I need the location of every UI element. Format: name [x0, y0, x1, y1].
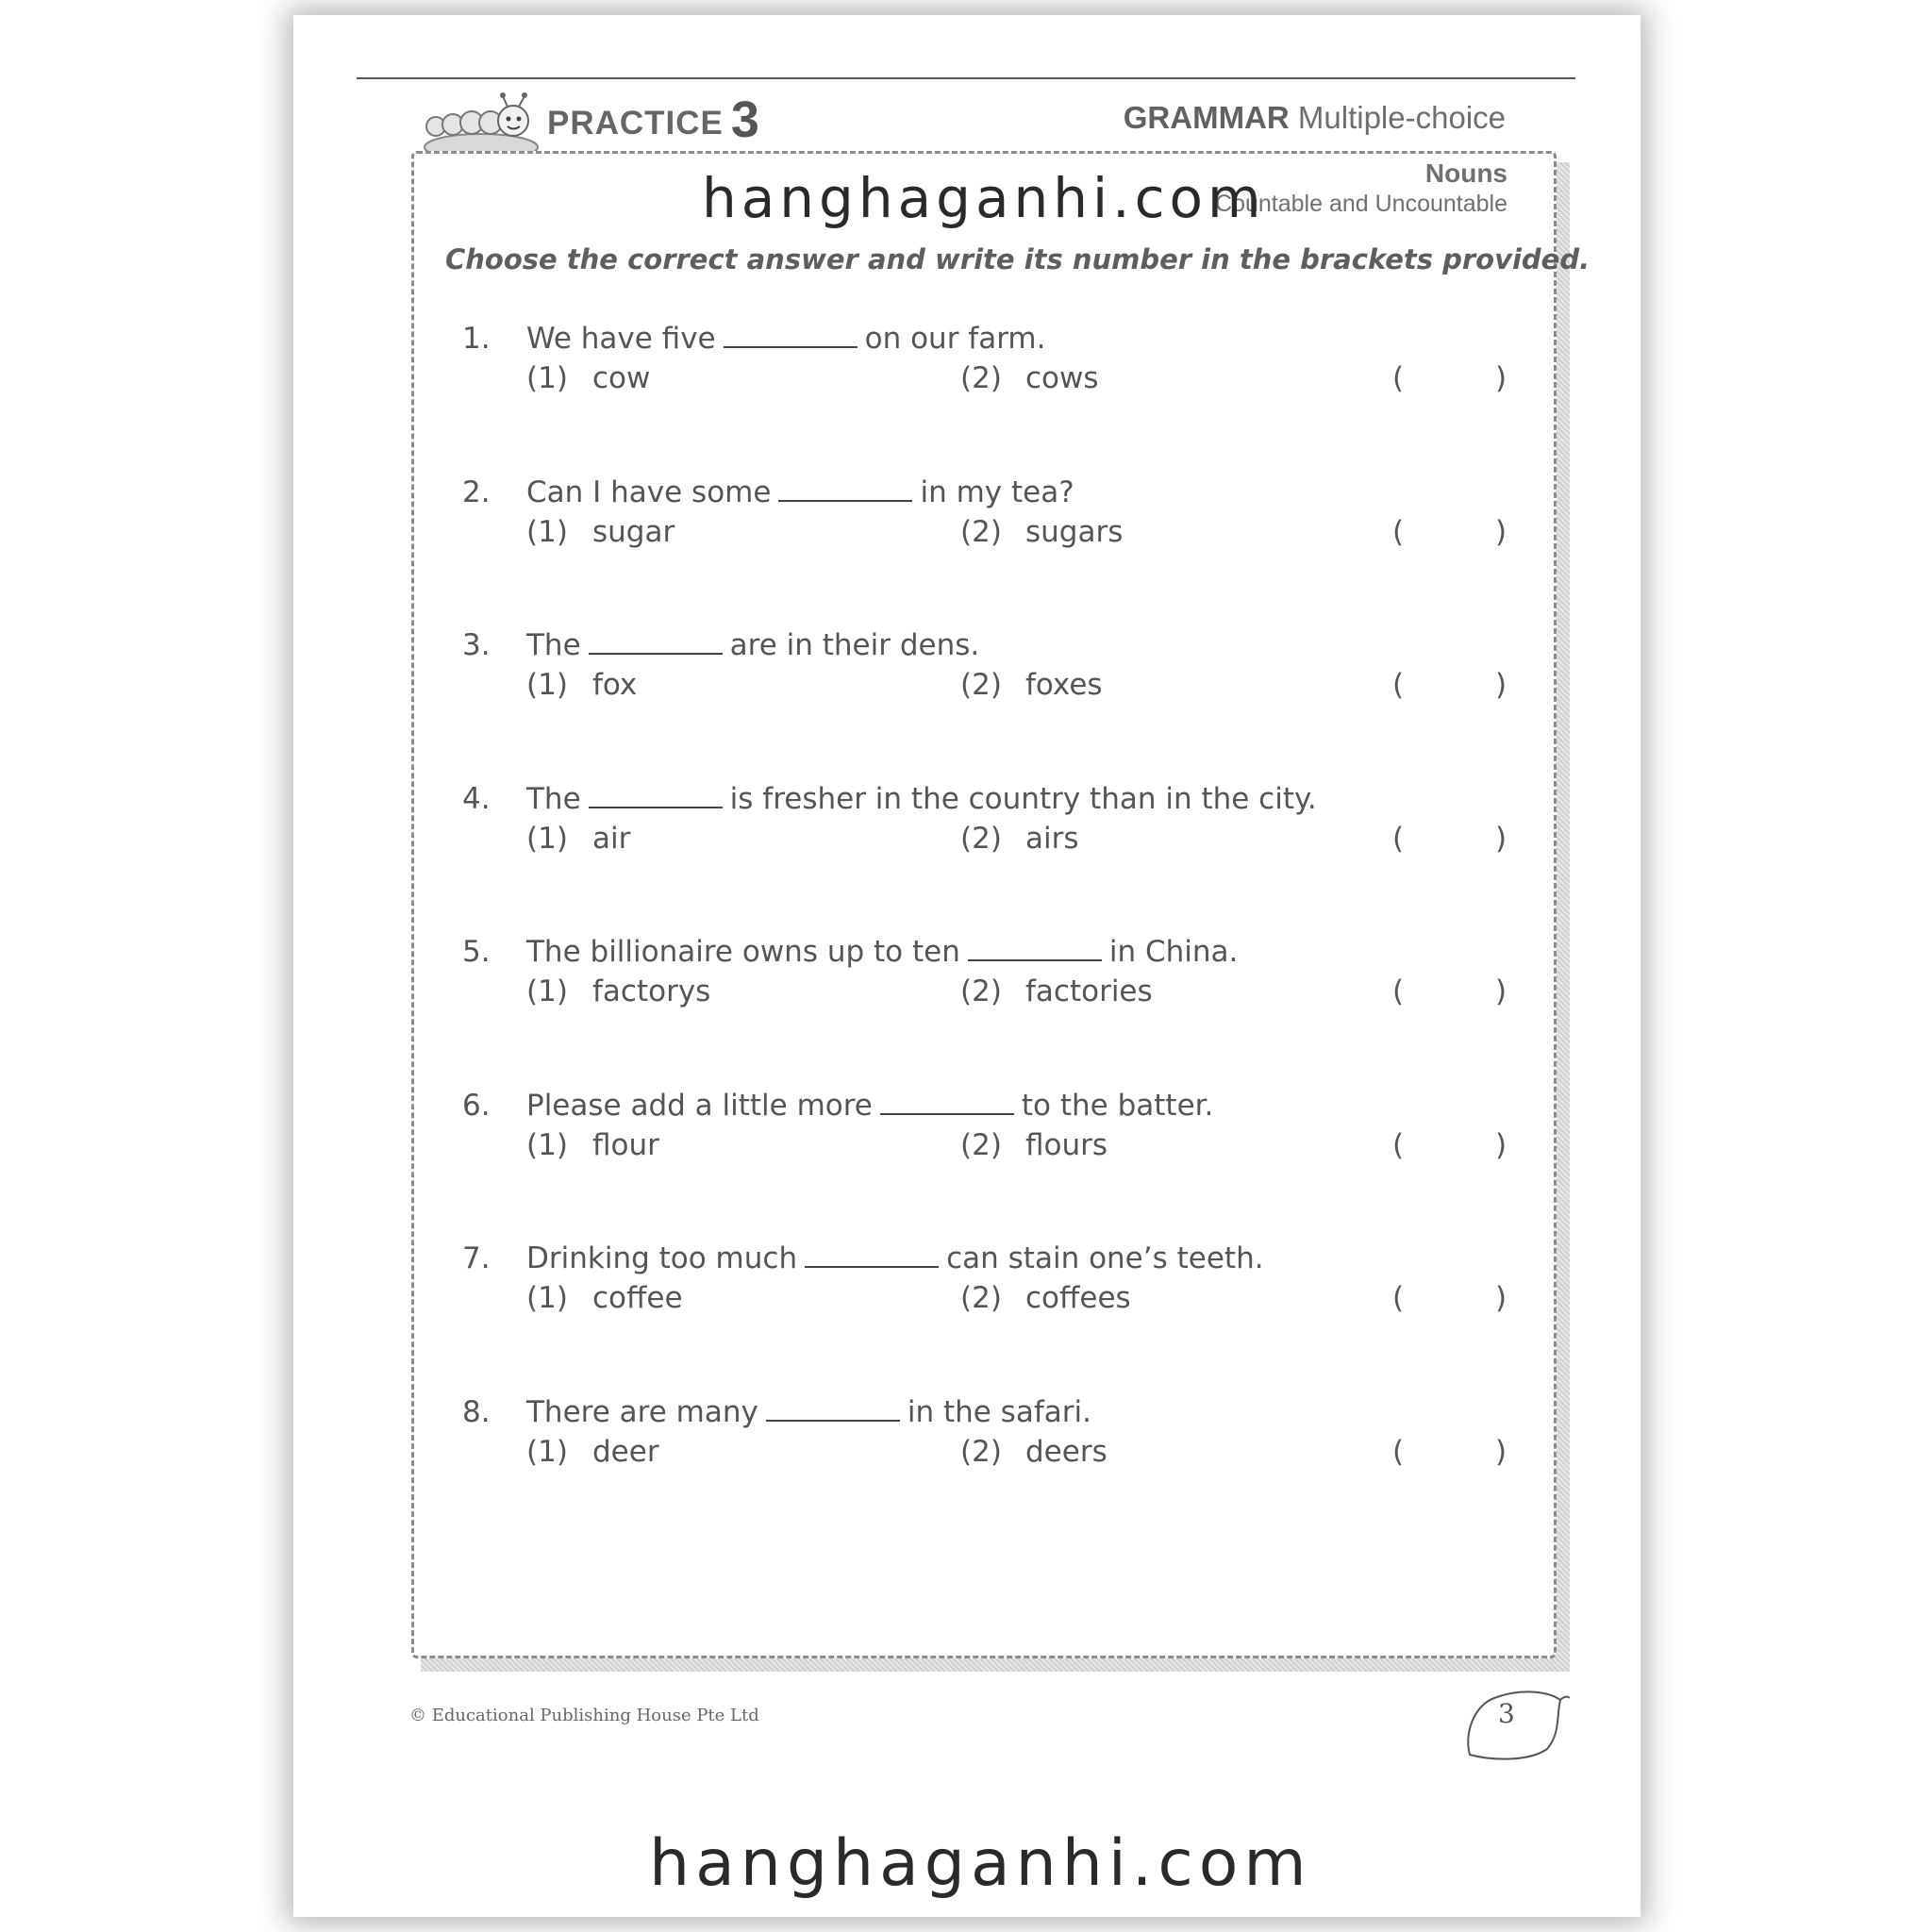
question-text-after: to the batter.	[1021, 1088, 1214, 1123]
answer-bracket-open[interactable]: (	[1392, 1281, 1405, 1315]
question-number: 7.	[462, 1241, 491, 1275]
option-2-text: coffees	[1025, 1281, 1131, 1315]
question-text-after: in my tea?	[920, 475, 1074, 509]
question-number: 2.	[462, 475, 491, 509]
question-text-after: can stain one’s teeth.	[946, 1241, 1264, 1275]
question-text-after: in the safari.	[907, 1394, 1091, 1429]
copyright-text: © Educational Publishing House Pte Ltd	[409, 1706, 759, 1725]
top-rule	[357, 77, 1575, 79]
watermark-bottom: hanghaganhi.com	[649, 1826, 1312, 1901]
option-1-text: cow	[592, 361, 651, 395]
topic-subtitle: Countable and Uncountable	[1215, 191, 1507, 217]
question-number: 6.	[462, 1088, 491, 1123]
question-item	[0, 322, 1932, 435]
answer-bracket-close: )	[1495, 1434, 1507, 1469]
question-number: 8.	[462, 1394, 491, 1429]
option-2-number: (2)	[960, 1434, 1002, 1469]
option-1-text: sugar	[592, 514, 675, 549]
answer-blank	[589, 632, 723, 655]
page-number: 3	[1498, 1698, 1515, 1729]
answer-blank	[805, 1245, 939, 1268]
option-2-text: sugars	[1025, 514, 1124, 549]
option-1-number: (1)	[526, 1434, 568, 1469]
option-1-number: (1)	[526, 821, 568, 856]
question-text	[526, 782, 1317, 816]
subject-rest: Multiple-choice	[1297, 100, 1506, 135]
answer-bracket-close: )	[1495, 668, 1507, 702]
question-text-before: The	[526, 628, 581, 662]
option-2-text: cows	[1025, 361, 1099, 395]
question-text-before: The	[526, 781, 581, 816]
question-number: 5.	[462, 935, 491, 969]
option-1-text: coffee	[592, 1281, 683, 1315]
subject-heading	[1124, 100, 1506, 136]
question-text	[526, 475, 1074, 509]
answer-blank	[724, 325, 858, 348]
question-text-before: The billionaire owns up to ten	[526, 935, 960, 969]
answer-bracket-open[interactable]: (	[1392, 514, 1405, 549]
question-text	[526, 1089, 1213, 1123]
option-1-text: air	[592, 821, 631, 856]
subject-bold: GRAMMAR	[1123, 100, 1290, 135]
practice-heading	[547, 91, 760, 149]
question-item	[0, 1395, 1932, 1508]
watermark-top: hanghaganhi.com	[702, 166, 1266, 230]
option-1-text: deer	[592, 1434, 659, 1469]
option-2-number: (2)	[960, 361, 1002, 395]
answer-bracket-close: )	[1495, 821, 1507, 856]
practice-label: PRACTICE	[547, 105, 724, 142]
question-text	[526, 628, 979, 662]
option-2-text: airs	[1025, 821, 1079, 856]
question-number: 1.	[462, 322, 491, 356]
question-item	[0, 782, 1932, 895]
option-2-text: flours	[1025, 1127, 1108, 1162]
answer-bracket-close: )	[1495, 514, 1507, 549]
answer-bracket-open[interactable]: (	[1392, 821, 1405, 856]
answer-bracket-open[interactable]: (	[1392, 668, 1405, 702]
question-text-after: in China.	[1108, 935, 1239, 969]
question-item	[0, 1241, 1932, 1355]
option-1-text: fox	[592, 668, 638, 702]
option-2-text: factories	[1025, 974, 1153, 1008]
option-2-number: (2)	[960, 668, 1002, 702]
answer-blank	[778, 479, 912, 502]
option-1-number: (1)	[526, 668, 568, 702]
option-2-number: (2)	[960, 1281, 1002, 1315]
question-number: 3.	[462, 628, 491, 662]
question-text	[526, 322, 1045, 356]
option-2-text: foxes	[1025, 668, 1103, 702]
question-text-before: There are many	[526, 1394, 758, 1429]
answer-blank	[968, 939, 1102, 961]
question-item	[0, 475, 1932, 589]
question-text-before: We have five	[526, 322, 716, 356]
question-text-before: Drinking too much	[526, 1241, 798, 1275]
answer-bracket-open[interactable]: (	[1392, 361, 1405, 395]
option-1-number: (1)	[526, 514, 568, 549]
option-2-number: (2)	[960, 821, 1002, 856]
question-item	[0, 1089, 1932, 1202]
question-item	[0, 935, 1932, 1048]
answer-bracket-open[interactable]: (	[1392, 974, 1405, 1008]
practice-number: 3	[730, 92, 760, 148]
option-1-text: flour	[592, 1127, 659, 1162]
option-2-text: deers	[1025, 1434, 1108, 1469]
answer-bracket-close: )	[1495, 1127, 1507, 1162]
answer-bracket-open[interactable]: (	[1392, 1434, 1405, 1469]
question-text-after: on our farm.	[864, 322, 1046, 356]
option-1-number: (1)	[526, 974, 568, 1008]
question-item	[0, 628, 1932, 741]
question-text-after: are in their dens.	[729, 628, 980, 662]
answer-bracket-close: )	[1495, 1281, 1507, 1315]
question-text	[526, 935, 1238, 969]
option-1-text: factorys	[592, 974, 711, 1008]
option-1-number: (1)	[526, 1281, 568, 1315]
topic-title: Nouns	[1424, 158, 1507, 188]
option-1-number: (1)	[526, 361, 568, 395]
question-text	[526, 1395, 1091, 1429]
instruction-text: Choose the correct answer and write its number in the brackets provided.	[445, 243, 1591, 275]
option-1-number: (1)	[526, 1127, 568, 1162]
answer-blank	[766, 1399, 900, 1422]
answer-blank	[589, 786, 723, 808]
option-2-number: (2)	[960, 974, 1002, 1008]
answer-bracket-open[interactable]: (	[1392, 1127, 1405, 1162]
question-text-before: Can I have some	[526, 475, 772, 509]
option-2-number: (2)	[960, 1127, 1002, 1162]
question-text	[526, 1241, 1264, 1275]
answer-bracket-close: )	[1495, 361, 1507, 395]
leaf-icon	[1462, 1687, 1570, 1762]
answer-blank	[880, 1092, 1014, 1115]
option-2-number: (2)	[960, 514, 1002, 549]
question-text-after: is fresher in the country than in the city.	[729, 781, 1317, 816]
question-number: 4.	[462, 781, 491, 816]
answer-bracket-close: )	[1495, 974, 1507, 1008]
question-text-before: Please add a little more	[526, 1088, 873, 1123]
